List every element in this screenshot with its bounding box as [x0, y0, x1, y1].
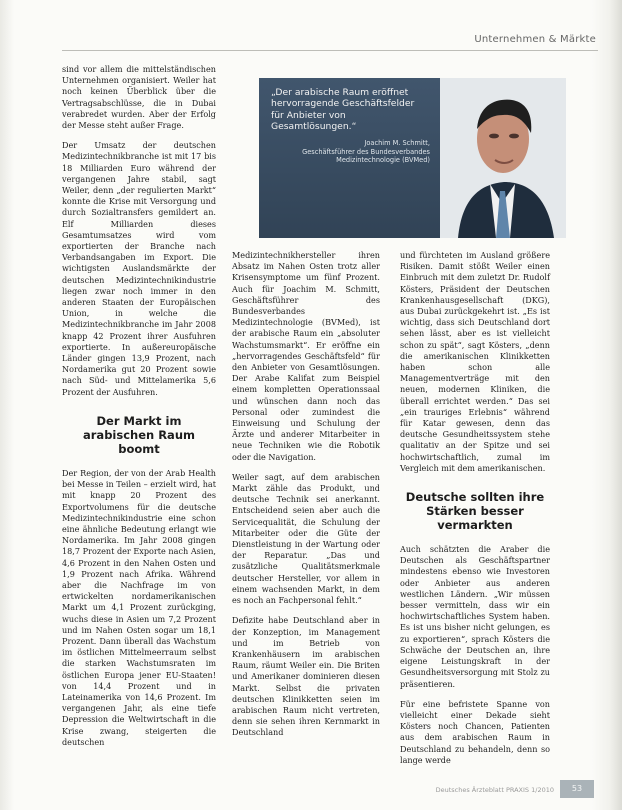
portrait-photo [440, 78, 566, 238]
quote-person-role: Geschäftsführer des Bundesverbandes Medizintechnologie (BVMed) [302, 147, 430, 165]
pull-quote-text: „Der arabische Raum eröffnet hervorragende Geschäftsfelder für Anbieter von Gesamtlösungen.“ [271, 87, 415, 133]
paragraph: Weiler sagt, auf dem arabischen Markt zähle das Produkt, und deutsche Technik sei anerkannt. Entscheidend seien aber auch die Servicequalität, die Schulung der Mitarbeiter oder die Güte der Dienstleistung in der Wartung oder der Reparatur. „Das und zusätzliche Qualitätsmerkmale deutscher Hersteller, vor allem in einem wachsenden Markt, in dem es noch an Fachpersonal fehlt.“ [232, 471, 380, 606]
paragraph: und fürchteten im Ausland größere Risiken. Damit stößt Weiler einen Einbruch mit dem zuletzt Dr. Rudolf Kösters, Präsident der Deutschen Krankenhausgesellschaft (DKG), aus Dubai zurückgekehrt ist. „Es ist wichtig, dass sich Deutschland dort sehen lässt, aber es ist vielleicht schon zu spät“, sagt Kösters, „denn die amerikanischen Klinikketten haben schon alle Managementverträge mit den neuen, modernen Kliniken, die überall errichtet werden.“ Das sei „ein trauriges Erlebnis“ während für Katar gewesen, denn das deutsche Gesundheitssystem stehe qualitativ an der Spitze und sei hochwirtschaftlich, zumal im Vergleich mit dem amerikanischen. [400, 250, 550, 473]
publication-footer: Deutsches Ärzteblatt PRAXIS 1/2010 [435, 786, 554, 794]
paragraph: Auch schätzten die Araber die Deutschen als Geschäftspartner mindestens ebenso wie Investoren oder Anbieter aus anderen westlichen Ländern. „Wir müssen besser vermitteln, dass wir ein hochwirtschaftliches System haben. Es ist uns bisher nicht gelungen, es zu exportieren“, sprach Kösters die Schwäche der Deutschen an, ihre eigene Leistungskraft in der Gesundheitsversorgung mit Stolz zu präsentieren. [400, 544, 550, 689]
paragraph: Defizite habe Deutschland aber in der Konzeption, im Management und im Betrieb von Krankenhäusern im arabischen Raum, räumt Weiler ein. Die Briten und Amerikaner dominieren diesen Markt. Selbst die privaten deutschen Klinikketten seien im arabischen Raum nicht vertreten, denn sie sehen ihren Kernmarkt in Deutschland [232, 615, 380, 738]
page-number: 53 [560, 780, 594, 798]
section-label: Unternehmen & Märkte [474, 34, 596, 45]
paragraph: sind vor allem die mittelständischen Unternehmen organisiert. Weiler hat noch keinen Überblick über die Vertragsabschlüsse, die in Dubai verabredet wurden. Aber der Erfolg der Messe steht außer Frage. [62, 64, 216, 131]
paragraph: Der Umsatz der deutschen Medizintechnikbranche ist mit 17 bis 18 Milliarden Euro während der vergangenen Jahre stabil, sagt Weiler, denn „der regulierten Markt“ konnte die Krise mit Versorgung und durch Sozialtransfers gemildert an. Elf Milliarden dieses Gesamtumsatzes wird vom exportierten der Branche nach Verbandsangaben im Export. Die wichtigsten Auslandsmärkte der deutschen Medizintechnikindustrie liegen zwar noch immer in den anderen Staaten der Europäischen Union, in welche die Medizintechnikbranche im Jahr 2008 knapp 42 Prozent ihrer Ausfuhren exportierte. In außereuropäische Länder gingen 13,9 Prozent, nach Nordamerika gut 20 Prozent sowie nach Süd- und Mittelamerika 5,6 Prozent der Ausfuhren. [62, 140, 216, 397]
pull-quote-box [259, 78, 440, 238]
portrait-illustration [440, 78, 566, 238]
paragraph: Für eine befristete Spanne von vielleicht einer Dekade sieht Kösters noch Chancen, Patienten aus dem arabischen Raum in Deutschland zu behandeln, denn so lange werde [400, 698, 550, 765]
article-column-3 [400, 250, 550, 775]
pull-quote-caption [271, 139, 430, 165]
article-column-2 [232, 250, 380, 748]
paragraph: Medizintechnikhersteller ihren Absatz im Nahen Osten trotz aller Krisensymptome um fünf Prozent. Auch für Joachim M. Schmitt, Geschäftsführer des Bundesverbandes Medizintechnologie (BVMed), ist der arabische Raum ein „absoluter Wachstumsmarkt“. Er eröffne ein „hervorragendes Geschäftsfeld“ für den Anbieter von Gesamtlösungen. Der Arabe Kalifat zum Beispiel einem kompletten Operationssaal und wünschen dann noch das Personal oder zumindest die Einweisung und Schulung der Ärzte und anderer Mitarbeiter in neue Techniken wie die Robotik oder die Navigation. [232, 250, 380, 462]
section-heading: Deutsche sollten ihre Stärken besser vermarkten [405, 490, 545, 533]
paragraph: Der Region, der von der Arab Health bei Messe in Teilen – erzielt wird, hat mit knapp 20 Prozent des Exportvolumens für die deutsche Medizintechnikindustrie eine schon eine ähnliche Bedeutung erlangt wie Nordamerika. Im Jahr 2008 gingen 18,7 Prozent der Exporte nach Asien, 4,6 Prozent in den Nahen Osten und 1,9 Prozent nach Afrika. Während aber die Nachfrage im von ertwickelten nordamerikanischen Markt um 4,1 Prozent zurückging, wuchs diese in Asien um 7,2 Prozent und im Nahen Osten sogar um 18,1 Prozent. Dann überall das Wachstum im östlichen Mittelmeerraum selbst die starken Wachstumsraten im östlichen Europa jener EU-Staaten! von 14,4 Prozent und in Lateinamerika von 14,6 Prozent. Im vergangenen Jahr, als eine tiefe Depression die Weltwirtschaft in die Krise zwang, steigerten die deutschen [62, 467, 216, 747]
article-column-1 [62, 64, 216, 757]
header-rule [62, 50, 598, 51]
section-heading: Der Markt im arabischen Raum boomt [83, 413, 195, 456]
quote-person-name: Joachim M. Schmitt, [364, 139, 430, 147]
